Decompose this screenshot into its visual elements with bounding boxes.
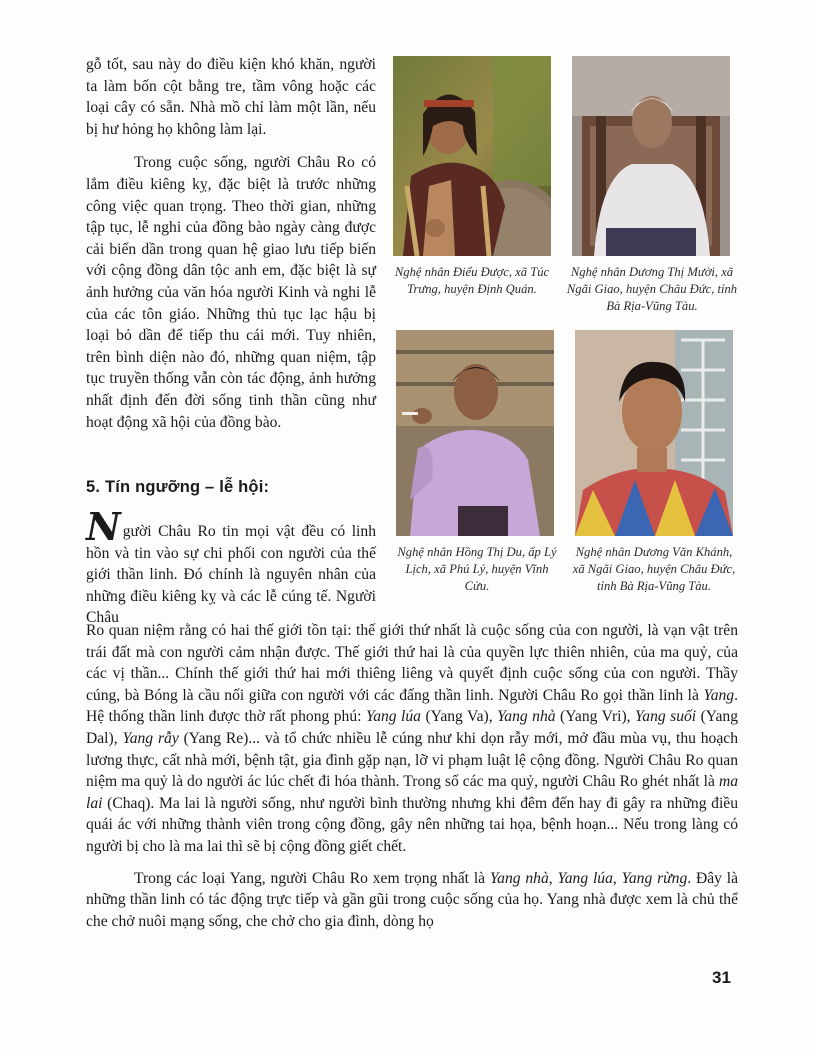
dropcap-letter: N	[86, 504, 121, 549]
paragraph-continued: gỗ tốt, sau này do điều kiện khó khăn, người ta làm bốn cột bằng tre, tầm vông hoặc các loại cây có sẵn. Nhà mồ chỉ làm một lần, nếu bị hư hỏng họ không làm lại.	[86, 56, 376, 138]
photo-hong-thi-du	[396, 330, 554, 536]
photo-dieu-duoc	[393, 56, 551, 256]
photo-duong-thi-muoi	[572, 56, 730, 256]
caption-hong-thi-du: Nghệ nhân Hồng Thị Du, ấp Lý Lịch, xã Phú Lý, huyện Vĩnh Cửu.	[397, 545, 557, 593]
left-column-text	[86, 54, 376, 433]
caption-duong-thi-muoi: Nghệ nhân Dương Thị Mười, xã Ngãi Giao, huyện Châu Đức, tỉnh Bà Rịa-Vũng Tàu.	[566, 265, 738, 313]
dropcap-paragraph	[86, 504, 376, 629]
section-heading: 5. Tín ngưỡng – lễ hội:	[86, 478, 270, 496]
paragraph-kieng-ky: Trong cuộc sống, người Châu Ro có lắm điều kiêng kỵ, đặc biệt là trước những công việc quan trọng. Theo thời gian, những tập tục, lễ nghi của đồng bào ngày càng được cải biến dần trong quan hệ giao lưu tiếp biến với cộng đồng dân tộc anh em, đặc biệt là sự ảnh hưởng của văn hóa người Kinh và nghi lễ của các tôn giáo. Những thủ tục lạc hậu bị loại bỏ dần để tiếp thu cái mới. Tuy nhiên, trên bình diện nào đó, những quan niệm, tập tục truyền thống vẫn còn tác động, ảnh hưởng nhất định đến đời sống tinh thần cũng như hoạt động xã hội của đồng bào.	[86, 154, 376, 431]
full-width-text	[86, 620, 738, 932]
caption-dieu-duoc: Nghệ nhân Điểu Được, xã Túc Trưng, huyện Định Quán.	[394, 265, 550, 296]
page-number: 31	[712, 968, 731, 987]
caption-duong-van-khanh: Nghệ nhân Dương Văn Khánh, xã Ngãi Giao, huyện Châu Đức, tỉnh Bà Rịa-Vũng Tàu.	[572, 545, 736, 593]
paragraph-yang-types: Trong các loại Yang, người Châu Ro xem trọng nhất là Yang nhà, Yang lúa, Yang rừng. Đây là những thần linh có tác động trực tiếp và gần gũi trong cuộc sống của họ. Yang nhà được xem là chủ thể che chở nuôi mạng sống, che chở cho gia đình, dòng họ	[86, 869, 739, 930]
photo-duong-van-khanh	[575, 330, 733, 536]
paragraph-two-worlds: Ro quan niệm rằng có hai thế giới tồn tại: thế giới thứ nhất là cuộc sống của con người, là vạn vật trên trái đất mà con người cảm nhận được. Thế giới thứ hai là của quyền lực thiên nhiên, của ma quỷ, của các vị thần... Chính thế giới thứ hai mới thiêng liêng và quyết định cuộc sống của con người. Thầy cúng, bà Bóng là cầu nối giữa con người với các đấng thần linh. Người Châu Ro gọi thần linh là Yang. Hệ thống thần linh được thờ rất phong phú: Yang lúa (Yang Va), Yang nhà (Yang Vri), Yang suối (Yang Dal), Yang rẫy (Yang Re)... và tổ chức nhiều lễ cúng như khi dọn rẫy mới, mở đầu mùa vụ, thu hoạch lương thực, cất nhà mới, bệnh tật, gia đình gặp nạn, lỡ vi phạm luật lệ cộng đồng. Người Châu Ro quan niệm ma quỷ là do người ác lúc chết đi hóa thành. Trong số các ma quỷ, người Châu Ro ghét nhất là ma lai (Chaq). Ma lai là người sống, như người bình thường nhưng khi đêm đến hay đi gây ra những điều quái ác với những thành viên trong cộng đồng, gây nên những tai họa, bệnh hoạn... Nếu trong làng có người bị cho là ma lai thì sẽ bị cộng đồng giết chết.	[86, 622, 738, 855]
dropcap-text: gười Châu Ro tin mọi vật đều có linh hồn và tin vào sự chi phối con người của thế giới thần linh. Đó chính là nguyên nhân của những điều kiêng kỵ và các lễ cúng tế. Người Châu	[86, 523, 376, 627]
